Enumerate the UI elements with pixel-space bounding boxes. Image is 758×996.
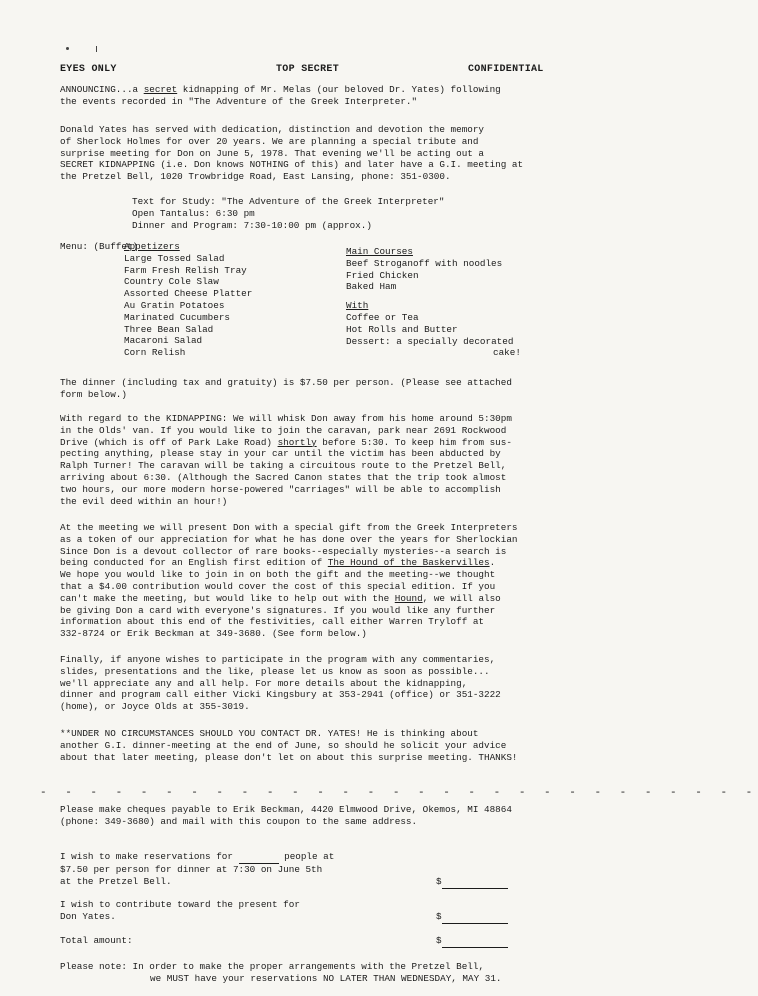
- reservation-amount-field[interactable]: [442, 876, 508, 889]
- text-span: can't make the meeting, but would like to help out with the: [60, 592, 395, 604]
- menu-item: Assorted Cheese Platter: [124, 288, 253, 300]
- text-line: 332-8724 or Erik Beckman at 349-3680. (See form below.): [60, 628, 367, 640]
- text-line: we'll appreciate any and all help. For more details about the kidnapping,: [60, 677, 468, 689]
- total-amount: [436, 935, 508, 948]
- menu-item: Marinated Cucumbers: [124, 311, 231, 323]
- intro-paragraph: [60, 84, 560, 108]
- menu-item: Corn Relish: [124, 347, 186, 359]
- text-line: in the Olds' van. If you would like to join the caravan, park near 2691 Rockwood: [60, 424, 507, 436]
- text-line: Donald Yates has served with dedication, distinction and devotion the memory: [60, 124, 485, 135]
- text-line: With regard to the KIDNAPPING: We will whisk Don away from his home around 5:30pm: [60, 413, 512, 424]
- menu-item: Hot Rolls and Butter: [346, 323, 458, 335]
- contribution-amount: [436, 911, 508, 924]
- text-span: people at: [278, 851, 335, 862]
- text-line: the evil deed within an hour!): [60, 495, 228, 507]
- text-line: Please make cheques payable to Erik Beckman, 4420 Elmwood Drive, Okemos, MI 48864: [60, 804, 512, 815]
- menu-item: Coffee or Tea: [346, 311, 419, 323]
- total-amount-field[interactable]: [442, 935, 508, 948]
- menu-item: Macaroni Salad: [124, 335, 203, 347]
- text-line: at the Pretzel Bell.: [60, 875, 172, 887]
- dessert-label: Dessert:: [346, 335, 391, 347]
- dessert-text: a specially decorated: [396, 335, 514, 347]
- text-line: I wish to contribute toward the present for: [60, 899, 300, 910]
- text-line: two hours, our more modern horse-powered "carriages" will be able to accomplish: [60, 483, 501, 495]
- text-line: (home), or Joyce Olds at 355-3019.: [60, 701, 250, 713]
- header-confidential: CONFIDENTIAL: [468, 64, 544, 75]
- text-line: surprise meeting for Don on June 5, 1978. That evening we'll be acting out a: [60, 147, 485, 159]
- intro-lead: ANNOUNCING...a: [60, 84, 144, 95]
- text-span: .: [489, 557, 496, 569]
- text-line: about that later meeting, please don't let on about this surprise meeting. THANKS!: [60, 751, 518, 763]
- text-line: be giving Don a card with everyone's signatures. If you would like any further: [60, 604, 496, 616]
- event-dinner-program: Dinner and Program: 7:30-10:00 pm (approx.): [132, 219, 372, 231]
- contribution-amount-field[interactable]: [442, 911, 508, 924]
- book-title-underlined: The Hound of the Baskervilles: [327, 557, 490, 569]
- text-span: I wish to make reservations for: [60, 851, 239, 862]
- gift-paragraph: [60, 522, 560, 640]
- text-line: pecting anything, please stay in your car until the victim has been abducted by: [60, 448, 501, 460]
- menu-item: Farm Fresh Relish Tray: [124, 264, 247, 276]
- tribute-paragraph: [60, 124, 560, 183]
- text-line: $7.50 per person for dinner at 7:30 on June 5th: [60, 863, 323, 875]
- text-line: SECRET KIDNAPPING (i.e. Don knows NOTHING of this) and later have a G.I. meeting at: [60, 159, 524, 171]
- text-line: as a token of our appreciation for what he has done over the years for Sherlockian: [60, 533, 518, 545]
- menu-item: Three Bean Salad: [124, 323, 214, 335]
- main-courses-heading: Main Courses: [346, 246, 413, 257]
- kidnapping-paragraph: [60, 413, 560, 507]
- stray-mark: [66, 47, 69, 50]
- text-line: The dinner (including tax and gratuity) is $7.50 per person. (Please see attached: [60, 377, 512, 388]
- menu-item: Beef Stroganoff with noodles: [346, 257, 503, 269]
- note-label: Please note:: [60, 961, 127, 972]
- text-line: At the meeting we will present Don with a special gift from the Greek Interpreters: [60, 522, 518, 533]
- menu-item: Large Tossed Salad: [124, 252, 225, 264]
- text-span: , we will also: [422, 592, 501, 604]
- payment-instructions: [60, 804, 560, 828]
- menu-label: Menu: (Buffet): [60, 241, 139, 252]
- event-open-tantalus: Open Tantalus: 6:30 pm: [132, 207, 255, 219]
- reservation-amount: [436, 876, 508, 889]
- menu-appetizers: [124, 241, 252, 359]
- people-count-field[interactable]: [239, 851, 279, 864]
- hound-underlined: Hound: [394, 592, 423, 604]
- dollar-sign: $: [436, 876, 442, 887]
- text-line: we MUST have your reservations NO LATER THAN WEDNESDAY, MAY 31.: [150, 972, 502, 984]
- appetizers-heading: Appetizers: [124, 241, 180, 252]
- text-line: the Pretzel Bell, 1020 Trowbridge Road, East Lansing, phone: 351-0300.: [60, 171, 451, 183]
- cut-line: - - - - - - - - - - - - - - - - - - - - - - - - - - - - -: [40, 787, 758, 799]
- text-span: being conducted for an English first edition of: [60, 557, 328, 569]
- with-heading: With: [346, 300, 369, 312]
- event-text-for-study: Text for Study: "The Adventure of the Greek Interpreter": [132, 196, 445, 207]
- warning-paragraph: [60, 728, 560, 763]
- menu-item: Au Gratin Potatoes: [124, 299, 225, 311]
- dollar-sign: $: [436, 911, 442, 922]
- text-line: information about this end of the festivities, call either Warren Tryloff at: [60, 616, 485, 628]
- text-line: (phone: 349-3680) and mail with this coupon to the same address.: [60, 815, 418, 827]
- text-span: In order to make the proper arrangements with the Pretzel Bell,: [132, 961, 485, 972]
- text-line: another G.I. dinner-meeting at the end of June, so should he solicit your advice: [60, 739, 507, 751]
- total-label: Total amount:: [60, 935, 133, 946]
- participation-paragraph: [60, 654, 560, 713]
- menu-item: Fried Chicken: [346, 269, 419, 281]
- intro-line2: the events recorded in "The Adventure of the Greek Interpreter.": [60, 95, 418, 107]
- intro-rest: kidnapping of Mr. Melas (our beloved Dr. Yates) following: [177, 84, 501, 95]
- header-eyes-only: EYES ONLY: [60, 64, 117, 75]
- text-line: Since Don is a devout collector of rare books--especially mysteries--a search is: [60, 545, 507, 557]
- text-line: Don Yates.: [60, 910, 116, 922]
- dollar-sign: $: [436, 935, 442, 946]
- text-line: We hope you would like to join in on both the gift and the meeting--we thought: [60, 569, 496, 581]
- header-top-secret: TOP SECRET: [276, 64, 340, 75]
- text-line: slides, presentations and the like, please let us know as soon as possible...: [60, 665, 490, 677]
- text-line: dinner and program call either Vicki Kingsbury at 353-2941 (office) or 351-3222: [60, 689, 501, 701]
- text-line: Finally, if anyone wishes to participate in the program with any commentaries,: [60, 654, 496, 665]
- text-line: that a $4.00 contribution would cover the cost of this special edition. If you: [60, 580, 496, 592]
- dessert-text-2: cake!: [493, 347, 521, 359]
- text-line: Ralph Turner! The caravan will be taking a circuitous route to the Pretzel Bell,: [60, 460, 507, 472]
- text-line: of Sherlock Holmes for over 20 years. We are planning a special tribute and: [60, 135, 479, 147]
- text-span: Drive (which is off of Park Lake Road): [60, 436, 278, 448]
- menu-item: Baked Ham: [346, 281, 397, 293]
- text-line: form below.): [60, 388, 127, 400]
- menu-main-courses: [346, 246, 521, 359]
- menu-item: Country Cole Slaw: [124, 276, 219, 288]
- intro-secret-word: secret: [143, 84, 178, 95]
- event-details: [132, 196, 552, 231]
- text-span: before 5:30. To keep him from sus-: [316, 436, 512, 448]
- shortly-underlined: shortly: [277, 436, 317, 448]
- note-section: [60, 961, 560, 985]
- stray-mark: [96, 46, 97, 52]
- text-line: arriving about 6:30. (Although the Sacred Canon states that the trip took almost: [60, 471, 507, 483]
- text-line: **UNDER NO CIRCUMSTANCES SHOULD YOU CONTACT DR. YATES! He is thinking about: [60, 728, 479, 739]
- price-paragraph: [60, 377, 560, 401]
